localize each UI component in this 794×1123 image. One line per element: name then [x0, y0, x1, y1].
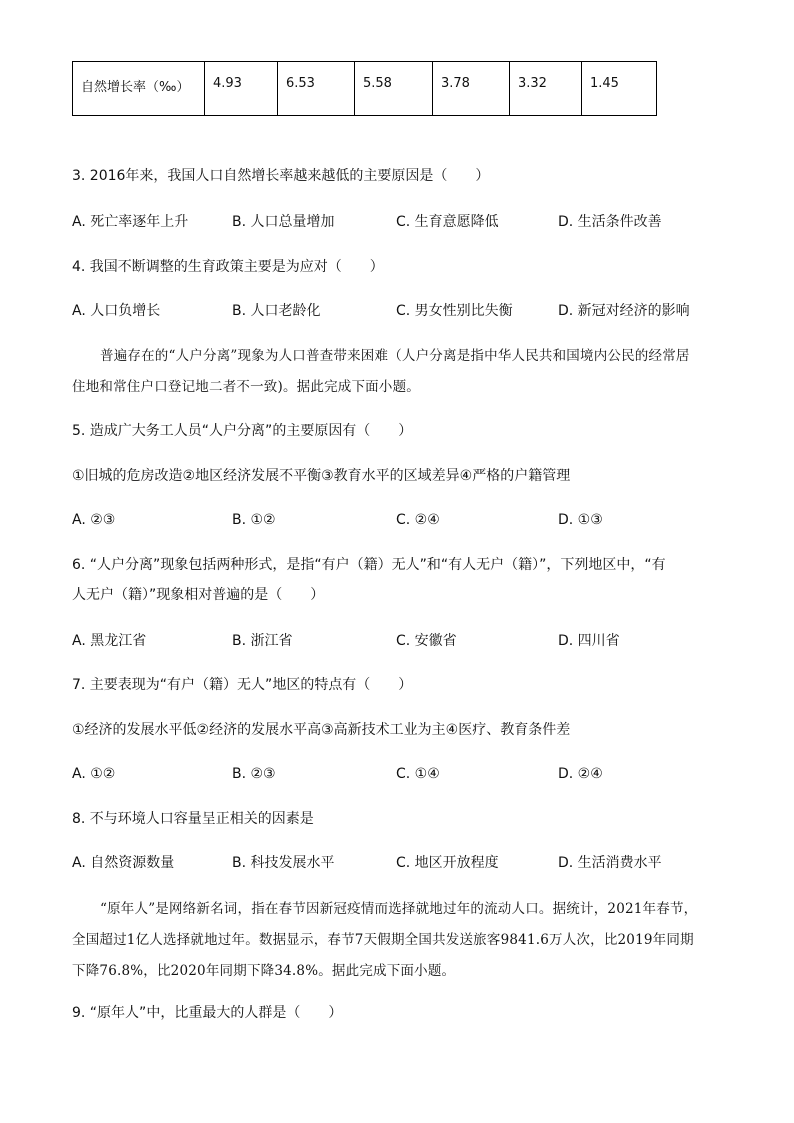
question-8-stem: 8. 不与环境人口容量呈正相关的因素是 [72, 811, 314, 827]
option-b: B. ①② [232, 512, 276, 528]
table-cell: 4.93 [205, 62, 278, 116]
option-d: D. 新冠对经济的影响 [558, 303, 690, 319]
natural-growth-rate-table [72, 61, 657, 116]
question-6-stem-line-1: 6. “人户分离”现象包括两种形式，是指“有户（籍）无人”和“有人无户（籍）”，下列地区中，“有 [72, 557, 666, 573]
passage-1-line-1: 普遍存在的“人户分离”现象为人口普查带来困难（人户分离是指中华人民共和国境内公民的经常居 [100, 348, 690, 364]
question-9-stem: 9. “原年人”中，比重最大的人群是（ ） [72, 1005, 343, 1021]
option-c: C. 生育意愿降低 [396, 214, 499, 230]
question-7-stem: 7. 主要表现为“有户（籍）无人”地区的特点有（ ） [72, 677, 413, 693]
option-d: D. 四川省 [558, 633, 620, 649]
option-c: C. ①④ [396, 766, 440, 782]
passage-2-line-1: “原年人”是网络新名词，指在春节因新冠疫情而选择就地过年的流动人口。据统计，2021年春节， [100, 901, 698, 917]
question-5-stem: 5. 造成广大务工人员“人户分离”的主要原因有（ ） [72, 423, 413, 439]
option-d: D. 生活消费水平 [558, 855, 662, 871]
option-d: D. ①③ [558, 512, 603, 528]
question-6-stem-line-2: 人无户（籍）”现象相对普遍的是（ ） [72, 587, 325, 603]
question-3-stem: 3. 2016年来，我国人口自然增长率越来越低的主要原因是（ ） [72, 168, 490, 184]
table-row [73, 62, 657, 116]
option-b: B. 人口总量增加 [232, 214, 335, 230]
passage-1-line-2: 住地和常住户口登记地二者不一致)。据此完成下面小题。 [72, 379, 420, 395]
option-a: A. 人口负增长 [72, 303, 161, 319]
option-c: C. 安徽省 [396, 633, 457, 649]
option-a: A. ①② [72, 766, 116, 782]
passage-2-line-3: 下降76.8%，比2020年同期下降34.8%。据此完成下面小题。 [72, 963, 456, 979]
table-cell: 5.58 [355, 62, 433, 116]
option-c: C. 男女性别比失衡 [396, 303, 513, 319]
table-cell: 6.53 [278, 62, 355, 116]
option-a: A. 自然资源数量 [72, 855, 175, 871]
question-5-statements: ①旧城的危房改造②地区经济发展不平衡③教育水平的区域差异④严格的户籍管理 [72, 468, 571, 484]
option-a: A. ②③ [72, 512, 116, 528]
table-row-label: 自然增长率（‰） [73, 62, 205, 116]
question-4-stem: 4. 我国不断调整的生育政策主要是为应对（ ） [72, 259, 384, 275]
option-b: B. 浙江省 [232, 633, 293, 649]
passage-2-line-2: 全国超过1亿人选择就地过年。数据显示，春节7天假期全国共发送旅客9841.6万人次，比2019年同期 [72, 932, 694, 948]
option-b: B. ②③ [232, 766, 276, 782]
option-b: B. 科技发展水平 [232, 855, 335, 871]
option-a: A. 黑龙江省 [72, 633, 147, 649]
option-d: D. ②④ [558, 766, 603, 782]
option-c: C. 地区开放程度 [396, 855, 499, 871]
question-7-statements: ①经济的发展水平低②经济的发展水平高③高新技术工业为主④医疗、教育条件差 [72, 722, 571, 738]
option-b: B. 人口老龄化 [232, 303, 321, 319]
option-a: A. 死亡率逐年上升 [72, 214, 189, 230]
table-cell: 3.32 [510, 62, 582, 116]
option-c: C. ②④ [396, 512, 440, 528]
table-cell: 1.45 [582, 62, 657, 116]
option-d: D. 生活条件改善 [558, 214, 662, 230]
table-cell: 3.78 [433, 62, 510, 116]
